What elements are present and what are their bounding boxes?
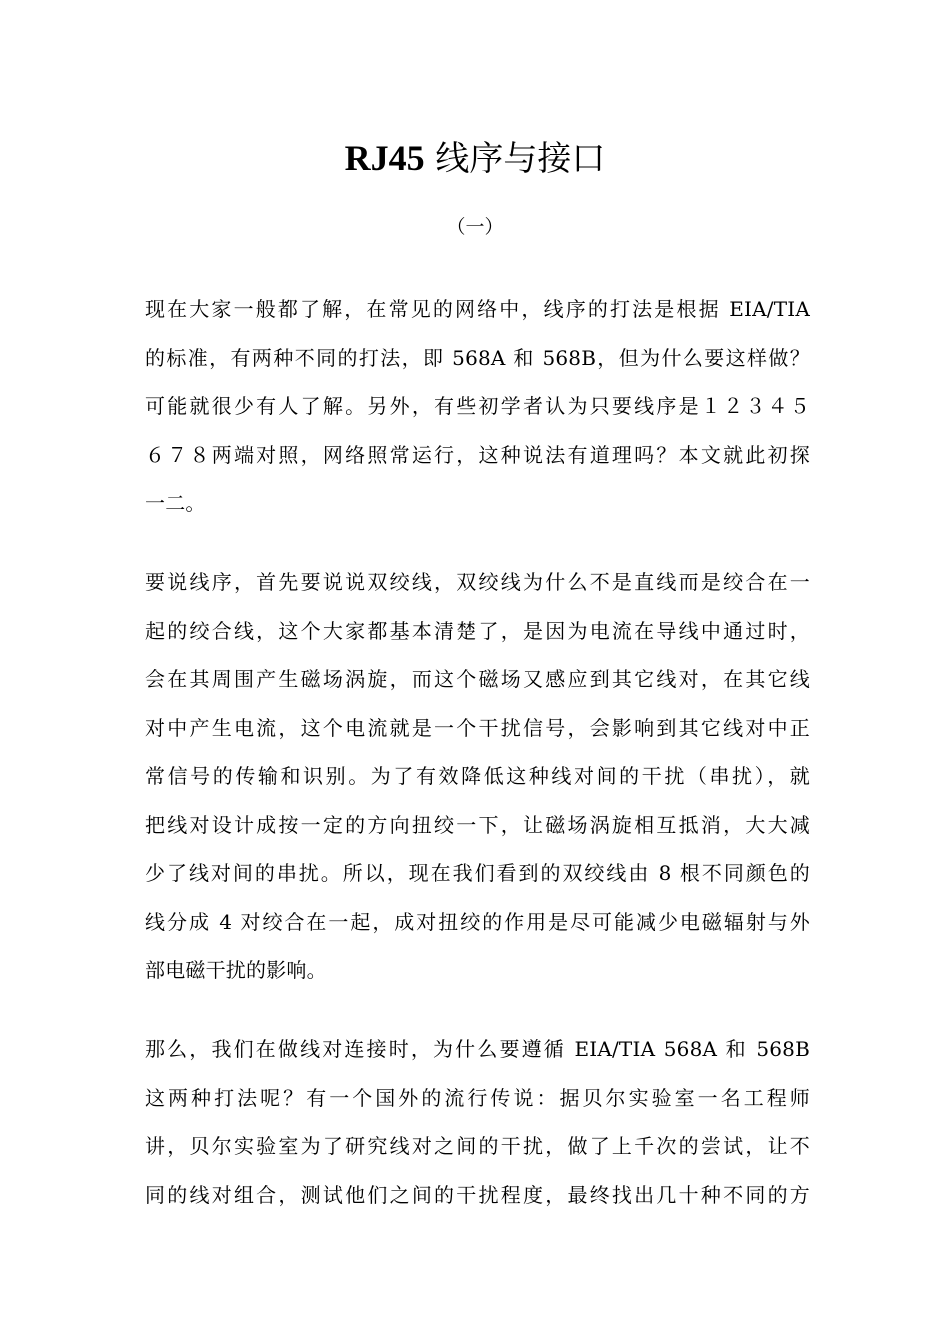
paragraph-line: 这两种打法呢？有一个国外的流行传说：据贝尔实验室一名工程师 [145,1085,810,1110]
section-marker: （一） [446,216,504,238]
paragraph-line: 同的线对组合，测试他们之间的干扰程度，最终找出几十种不同的方 [145,1182,810,1207]
paragraph-line: 一二。 [145,491,206,515]
paragraph-1 [145,285,810,528]
paragraph-line: 部电磁干扰的影响。 [145,958,327,982]
paragraph-line: 起的绞合线，这个大家都基本清楚了，是因为电流在导线中通过时， [145,618,810,643]
paragraph-line: 讲，贝尔实验室为了研究线对之间的干扰，做了上千次的尝试，让不 [145,1134,810,1158]
paragraph-line: 可能就很少有人了解。另外，有些初学者认为只要线序是１２３４５ [145,394,810,418]
paragraph-line: 那么，我们在做线对连接时，为什么要遵循 EIA/TIA 568A 和 568B [145,1037,810,1061]
title-cjk-part: 线序与接口 [424,139,606,179]
paragraph-line: 少了线对间的串扰。所以，现在我们看到的双绞线由 8 根不同颜色的 [145,861,810,885]
paragraph-3 [145,1025,810,1219]
paragraph-line: 常信号的传输和识别。为了有效降低这种线对间的干扰（串扰），就 [145,764,810,788]
paragraph-line: 要说线序，首先要说说双绞线，双绞线为什么不是直线而是绞合在一 [145,570,810,594]
paragraph-line: 的标准，有两种不同的打法，即 568A 和 568B，但为什么要这样做？ [145,345,810,370]
paragraph-2 [145,558,810,995]
paragraph-line: ６７８两端对照，网络照常运行，这种说法有道理吗？本文就此初探 [145,442,810,467]
paragraph-line: 会在其周围产生磁场涡旋，而这个磁场又感应到其它线对，在其它线 [145,667,810,691]
paragraph-line: 对中产生电流，这个电流就是一个干扰信号，会影响到其它线对中正 [145,715,810,740]
title-latin-part: RJ45 [344,138,425,178]
paragraph-line: 线分成 4 对绞合在一起，成对扭绞的作用是尽可能减少电磁辐射与外 [145,909,810,934]
document-title [0,132,950,185]
paragraph-line: 把线对设计成按一定的方向扭绞一下，让磁场涡旋相互抵消，大大减 [145,812,810,837]
paragraph-line: 现在大家一般都了解，在常见的网络中，线序的打法是根据 EIA/TIA [145,297,810,321]
